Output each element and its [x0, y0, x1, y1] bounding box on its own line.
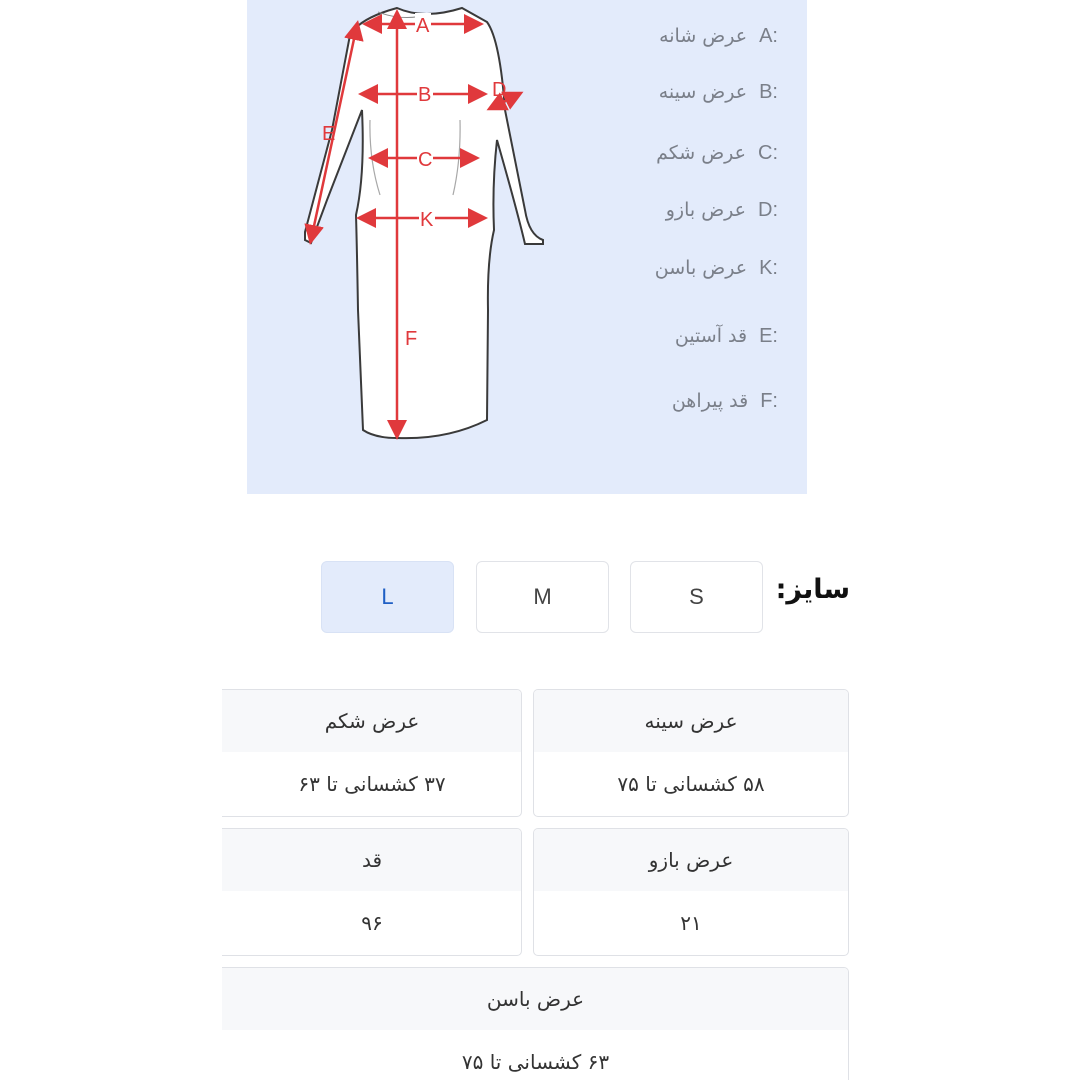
legend-text: عرض بازو	[665, 199, 746, 221]
spec-name: عرض بازو	[534, 829, 848, 891]
legend-letter: K:	[759, 256, 778, 279]
label-e: E	[322, 123, 336, 145]
legend-letter: F:	[760, 389, 778, 412]
size-option-s[interactable]: S	[630, 561, 763, 633]
spec-card	[222, 828, 522, 956]
legend-text: عرض شانه	[659, 25, 748, 47]
spec-card	[222, 967, 849, 1080]
legend-letter: A:	[759, 24, 778, 47]
legend-text: عرض باسن	[654, 257, 748, 279]
label-a: A	[416, 15, 430, 37]
spec-name: عرض سینه	[534, 690, 848, 752]
label-c: C	[418, 149, 433, 171]
legend-letter: E:	[759, 324, 778, 347]
size-option-l[interactable]: L	[321, 561, 454, 633]
label-k: K	[420, 209, 434, 231]
spec-value: ۶۳ کشسانی تا ۷۵	[461, 1050, 610, 1074]
label-b: B	[418, 84, 432, 106]
spec-value: ۵۸ کشسانی تا ۷۵	[617, 772, 765, 796]
spec-name: عرض باسن	[222, 968, 848, 1030]
spec-value: ۲۱	[680, 911, 702, 935]
legend-text: قد آستین	[674, 325, 748, 347]
spec-name: قد	[222, 829, 521, 891]
legend-text: عرض شکم	[656, 142, 746, 164]
spec-card	[533, 689, 849, 817]
spec-table	[222, 0, 1080, 1080]
size-option-m[interactable]: M	[476, 561, 609, 633]
size-label: سایز:	[775, 574, 850, 605]
spec-name: عرض شکم	[222, 690, 521, 752]
label-f: F	[405, 328, 418, 350]
spec-card	[222, 689, 522, 817]
legend-text: قد پیراهن	[671, 390, 749, 412]
label-d: D	[492, 79, 507, 101]
spec-value: ۳۷ کشسانی تا ۶۳	[298, 772, 446, 796]
legend-letter: D:	[758, 198, 778, 221]
legend-text: عرض سینه	[658, 81, 748, 103]
spec-card	[533, 828, 849, 956]
legend-letter: C:	[758, 141, 778, 164]
legend-letter: B:	[759, 80, 778, 103]
spec-value: ۹۶	[361, 911, 383, 935]
